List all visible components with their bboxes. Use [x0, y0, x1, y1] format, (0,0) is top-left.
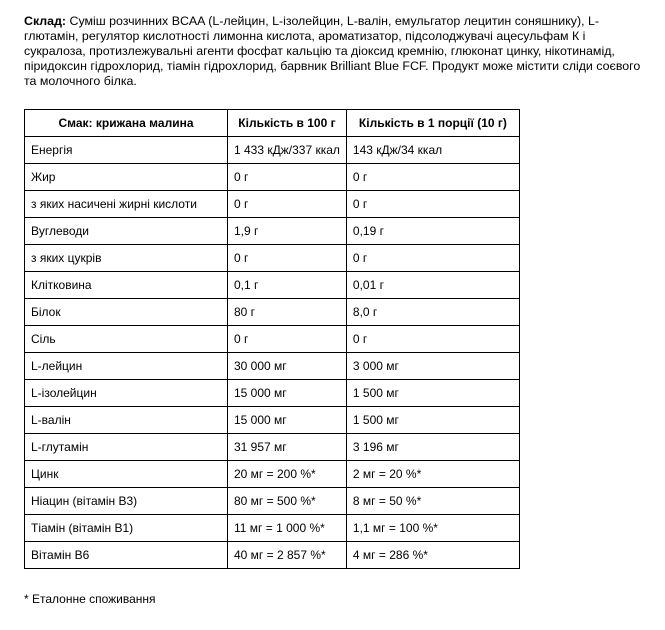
- per-100g-cell: 80 г: [228, 299, 347, 326]
- nutrient-name-cell: Жир: [25, 164, 228, 191]
- table-row: [25, 407, 520, 434]
- nutrition-table: [24, 109, 520, 569]
- per-serving-cell: 4 мг = 286 %*: [346, 542, 519, 569]
- table-row: [25, 299, 520, 326]
- per-serving-cell: 1,1 мг = 100 %*: [346, 515, 519, 542]
- nutrient-name-cell: з яких насичені жирні кислоти: [25, 191, 228, 218]
- nutrient-name-cell: L-глутамін: [25, 434, 228, 461]
- table-row: [25, 488, 520, 515]
- nutrient-name-cell: Тіамін (вітамін B1): [25, 515, 228, 542]
- table-row: [25, 542, 520, 569]
- nutrient-name-cell: L-ізолейцин: [25, 380, 228, 407]
- nutrient-name-cell: Вітамін B6: [25, 542, 228, 569]
- table-row: [25, 218, 520, 245]
- table-row: [25, 191, 520, 218]
- per-100g-cell: 0 г: [228, 191, 347, 218]
- per-serving-cell: 3 196 мг: [346, 434, 519, 461]
- per-100g-cell: 11 мг = 1 000 %*: [228, 515, 347, 542]
- nutrient-name-cell: з яких цукрів: [25, 245, 228, 272]
- per-100g-cell: 0 г: [228, 245, 347, 272]
- per-serving-cell: 0,01 г: [346, 272, 519, 299]
- table-row: [25, 326, 520, 353]
- nutrient-name-cell: Клітковина: [25, 272, 228, 299]
- nutrient-name-cell: Цинк: [25, 461, 228, 488]
- table-row: [25, 515, 520, 542]
- table-header-row: [25, 110, 520, 137]
- per-serving-cell: 0 г: [346, 191, 519, 218]
- table-row: [25, 434, 520, 461]
- header-per-100g: Кількість в 100 г: [228, 110, 347, 137]
- per-100g-cell: 30 000 мг: [228, 353, 347, 380]
- nutrient-name-cell: Енергія: [25, 137, 228, 164]
- table-row: [25, 164, 520, 191]
- per-serving-cell: 0 г: [346, 326, 519, 353]
- per-100g-cell: 20 мг = 200 %*: [228, 461, 347, 488]
- header-per-serving: Кількість в 1 порції (10 г): [346, 110, 519, 137]
- nutrient-name-cell: Вуглеводи: [25, 218, 228, 245]
- per-serving-cell: 0 г: [346, 245, 519, 272]
- per-100g-cell: 1 433 кДж/337 ккал: [228, 137, 347, 164]
- per-serving-cell: 8 мг = 50 %*: [346, 488, 519, 515]
- composition-paragraph: [24, 14, 644, 89]
- table-body: [25, 137, 520, 569]
- per-100g-cell: 40 мг = 2 857 %*: [228, 542, 347, 569]
- per-100g-cell: 31 957 мг: [228, 434, 347, 461]
- per-serving-cell: 2 мг = 20 %*: [346, 461, 519, 488]
- nutrient-name-cell: L-лейцин: [25, 353, 228, 380]
- per-serving-cell: 143 кДж/34 ккал: [346, 137, 519, 164]
- per-100g-cell: 80 мг = 500 %*: [228, 488, 347, 515]
- composition-label: Склад:: [24, 14, 67, 28]
- header-flavor: Смак: крижана малина: [25, 110, 228, 137]
- table-row: [25, 380, 520, 407]
- per-100g-cell: 0 г: [228, 164, 347, 191]
- footnote: * Еталонне споживання: [24, 592, 156, 606]
- per-serving-cell: 8,0 г: [346, 299, 519, 326]
- per-serving-cell: 1 500 мг: [346, 380, 519, 407]
- per-serving-cell: 0 г: [346, 164, 519, 191]
- per-100g-cell: 0 г: [228, 326, 347, 353]
- table-row: [25, 353, 520, 380]
- table-row: [25, 137, 520, 164]
- table-row: [25, 245, 520, 272]
- table-row: [25, 272, 520, 299]
- per-serving-cell: 1 500 мг: [346, 407, 519, 434]
- per-serving-cell: 3 000 мг: [346, 353, 519, 380]
- per-serving-cell: 0,19 г: [346, 218, 519, 245]
- composition-text: Суміш розчинних BCAA (L-лейцин, L-ізолейцин, L-валін, емульгатор лецитин соняшнику), L-глютамін, регулятор кислотності лимонна кислота, ароматизатор, підсолоджувачі ацесульфам К і сукралоза, протизлежувальні агенти фосфат кальцію та діоксид кремнію, глюконат цинку, нікотинамід, піридоксин гідрохлорид, тіамін гідрохлорид, барвник Brilliant Blue FCF. Продукт може містити сліди соєвого та молочного білка.: [24, 14, 641, 88]
- per-100g-cell: 0,1 г: [228, 272, 347, 299]
- per-100g-cell: 15 000 мг: [228, 380, 347, 407]
- nutrient-name-cell: L-валін: [25, 407, 228, 434]
- nutrient-name-cell: Білок: [25, 299, 228, 326]
- nutrient-name-cell: Сіль: [25, 326, 228, 353]
- table-row: [25, 461, 520, 488]
- per-100g-cell: 15 000 мг: [228, 407, 347, 434]
- per-100g-cell: 1,9 г: [228, 218, 347, 245]
- nutrient-name-cell: Ніацин (вітамін B3): [25, 488, 228, 515]
